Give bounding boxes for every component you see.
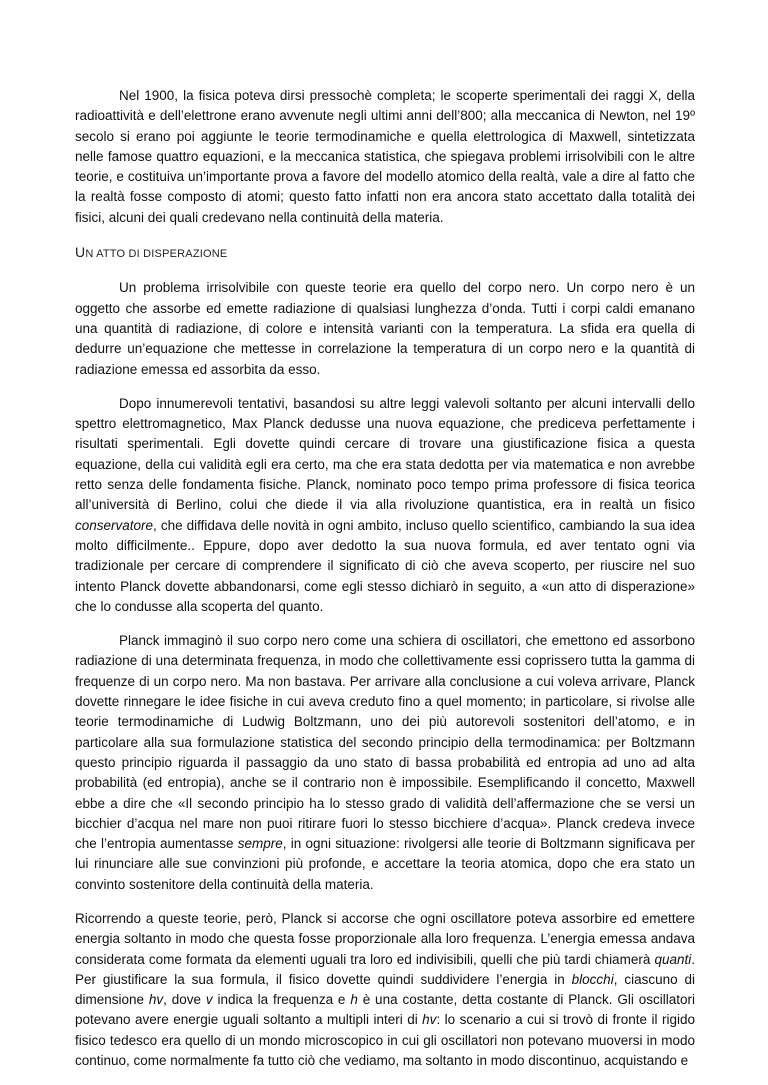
text-span: , in ogni situazione: rivolgersi alle teorie di Boltzmann significava per lui rinunciare alle sue convinzioni più profonde, e accettare la teoria atomica, dopo che era stato un convinto sostenitore della continuità della materia. (75, 836, 695, 892)
italic-text: conservatore (75, 517, 154, 533)
paragraph-quanta (75, 909, 695, 1071)
text-span: indica la frequenza e (212, 992, 351, 1008)
text-span: Planck immaginò il suo corpo nero come una schiera di oscillatori, che emettono ed assorbono radiazione di una determinata frequenza, in modo che collettivamente essi coprissero tutta la gamma di frequenze di un corpo nero. Ma non bastava. Per arrivare alla conclusione a cui voleva arrivare, Planck dovette rinnegare le idee fisiche in cui aveva creduto fino a quel momento; in particolare, si rivolse alle teorie termodinamiche di Ludwig Boltzmann, uno dei più autorevoli sostenitori dell’atomo, e in particolare alla sua formulazione statistica del secondo principio della termodinamica: per Boltzmann questo principio riguarda il passaggio da uno stato di bassa probabilità ed entropia ad uno ad alta probabilità (ed entropia), anche se il contrario non è impossibile. Esemplificando il concetto, Maxwell ebbe a dire che «Il secondo principio ha lo stesso grado di validità dell’affermazione che se versi un bicchier d’acqua nel mare non puoi ritirare fuori lo stesso bicchiere d’acqua». Planck credeva invece che l’entropia aumentasse (75, 633, 695, 852)
text-span: è una costante, detta costante di Planck. Gli oscillatori potevano avere energie uguali soltanto a multipli interi di (75, 992, 695, 1028)
italic-text: h (350, 992, 358, 1008)
paragraph-planck-equation (75, 394, 695, 617)
text-span: , che diffidava delle novità in ogni ambito, incluso quello scientifico, cambiando la sua idea molto difficilmente.. Eppure, dopo aver dedotto la sua nuova formula, ed aver tentato ogni via tradizionale per cercare di comprendere il significato di ciò che aveva scoperto, per riuscire nel suo intento Planck dovette abbandonarsi, come egli stesso dichiarò in seguito, a «un atto di disperazione» che lo condusse alla scoperta del quanto. (75, 517, 695, 614)
italic-text: v (205, 992, 213, 1008)
text-span: , dove (163, 992, 206, 1008)
italic-text: sempre (237, 836, 283, 852)
paragraph-oscillators (75, 631, 695, 895)
italic-text: hv (148, 992, 164, 1008)
text-span: : lo scenario a cui si trovò di fronte il rigido fisico tedesco era quello di un mondo microscopico in cui gli oscillatori non potevano muoversi in modo continuo, come normalmente fa tutto ciò che vediamo, ma soltanto in modo discontinuo, acquistando e (75, 1012, 695, 1069)
section-heading (75, 242, 695, 264)
text-span: Ricorrendo a queste teorie, però, Planck si accorse che ogni oscillatore poteva assorbire ed emettere energia soltanto in modo che questa fosse proporzionale alla loro frequenza. L’energia emessa andava considerata come formata da elementi uguali tra loro ed indivisibili, quelli che più tardi chiamerà (75, 910, 695, 967)
italic-text: hv (422, 1012, 437, 1028)
paragraph-black-body: Un problema irrisolvibile con queste teorie era quello del corpo nero. Un corpo nero è un oggetto che assorbe ed emette radiazione di qualsiasi lunghezza d’onda. Tutti i corpi caldi emanano una quantità di radiazione, di colore e intensità varianti con la temperatura. La sfida era quella di dedurre un’equazione che mettesse in correlazione la temperatura di un corpo nero e la quantità di radiazione emessa ed assorbita da esso. (75, 280, 695, 377)
document-page (75, 86, 695, 1085)
heading-initial: U (75, 244, 86, 261)
text-span: Dopo innumerevoli tentativi, basandosi su altre leggi valevoli soltanto per alcuni intervalli dello spettro elettromagnetico, Max Planck dedusse una nuova equazione, che prediceva perfettamente i risultati sperimentali. Egli dovette quindi cercare di trovare una giustificazione fisica a questa equazione, della cui validità egli era certo, ma che era stata dedotta per via matematica e non avrebbe retto senza delle fondamenta fisiche. Planck, nominato poco tempo prima professore di fisica teorica all’università di Berlino, colui che diede il via alla rivoluzione quantistica, era in realtà un fisico (75, 395, 695, 513)
heading-rest: N ATTO DI DISPERAZIONE (85, 248, 228, 261)
text-span: . Per giustificare la sua formula, il fisico dovette quindi suddividere l’energia in (75, 951, 695, 987)
italic-text: quanti (654, 951, 692, 967)
text-span: , ciascuno di dimensione (75, 971, 695, 1008)
italic-text: blocchi (571, 971, 614, 987)
paragraph-intro: Nel 1900, la fisica poteva dirsi pressochè completa; le scoperte sperimentali dei raggi X, della radioattività e dell’elettrone erano avvenute negli ultimi anni dell’800; alla meccanica di Newton, nel 19º secolo si erano poi aggiunte le teorie termodinamiche e quella elettrologica di Maxwell, sintetizzata nelle famose quattro equazioni, e la meccanica statistica, che spiegava problemi irrisolvibili con le altre teorie, e costituiva un’importante prova a favore del modello atomico della realtà, vale a dire al fatto che la realtà fosse composto di atomi; questo fatto infatti non era ancora stato accettato dalla totalità dei fisici, alcuni dei quali credevano nella continuità della materia. (75, 88, 695, 225)
